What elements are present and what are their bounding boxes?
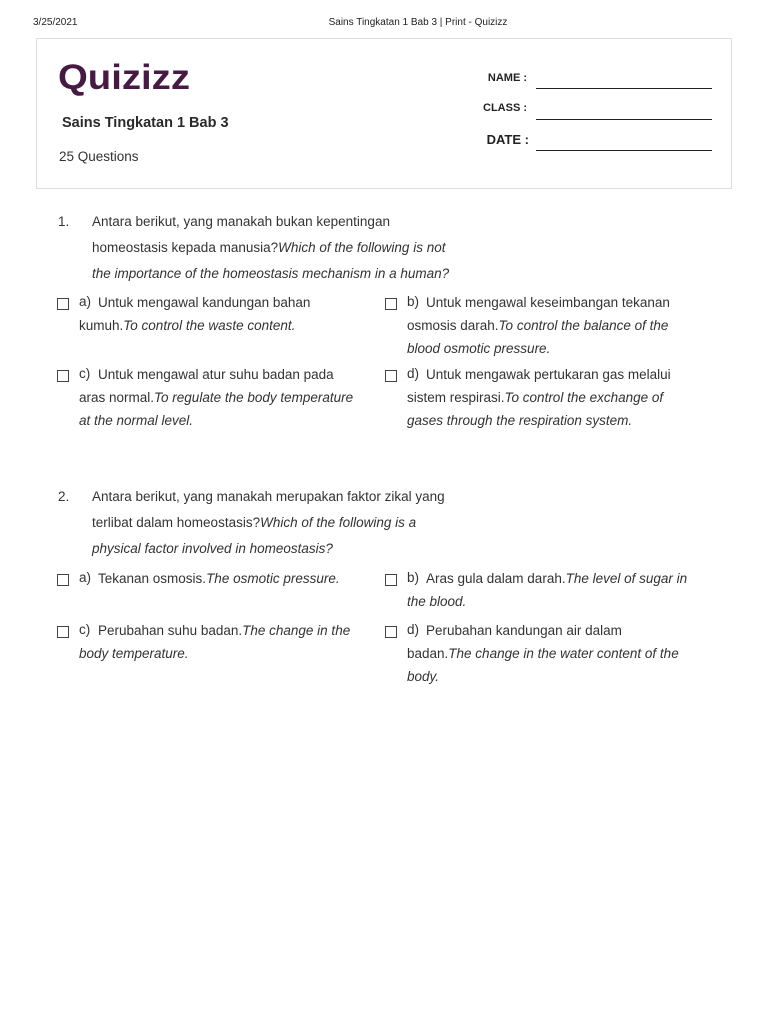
- checkbox[interactable]: [57, 370, 69, 382]
- question-number: 2.: [58, 489, 70, 504]
- print-date: 3/25/2021: [33, 17, 78, 28]
- print-page-title: Sains Tingkatan 1 Bab 3 | Print - Quizizz: [328, 17, 508, 28]
- question-text: Antara berikut, yang manakah bukan kepentingan homeostasis kepada manusia?Which of the following is not the importance of the homeostasis mechanism in a human?: [92, 214, 450, 281]
- option-text: Perubahan suhu badan.The change in the body temperature.: [79, 623, 351, 661]
- option-text: Aras gula dalam darah.The level of sugar in the blood.: [407, 571, 688, 609]
- question-count: 25 Questions: [59, 149, 139, 164]
- date-line: [536, 150, 712, 151]
- checkbox[interactable]: [385, 574, 397, 586]
- option-text: Untuk mengawal keseimbangan tekanan osmosis darah.To control the balance of the blood osmotic pressure.: [407, 295, 670, 356]
- quiz-title: Sains Tingkatan 1 Bab 3: [62, 115, 229, 131]
- option-text: Untuk mengawal kandungan bahan kumuh.To control the waste content.: [79, 295, 311, 333]
- svg-text:Quizizz: Quizizz: [58, 58, 190, 97]
- class-line: [536, 119, 712, 120]
- question-number: 1.: [58, 214, 70, 229]
- question-text: Antara berikut, yang manakah merupakan faktor zikal yang terlibat dalam homeostasis?Which of the following is a physical factor involved in homeostasis?: [92, 489, 445, 556]
- quizizz-logo: [58, 57, 192, 97]
- date-label: DATE :: [486, 132, 529, 147]
- option-text: Untuk mengawak pertukaran gas melalui sistem respirasi.To control the exchange of gases through the respiration system.: [407, 367, 671, 428]
- option-text: Perubahan kandungan air dalam badan.The change in the water content of the body.: [407, 623, 679, 684]
- checkbox[interactable]: [385, 626, 397, 638]
- name-label: NAME :: [487, 72, 527, 84]
- option-text: Tekanan osmosis.The osmotic pressure.: [98, 571, 340, 586]
- quiz-header: [36, 38, 732, 189]
- class-label: CLASS :: [483, 102, 527, 114]
- checkbox[interactable]: [385, 298, 397, 310]
- option-text: Untuk mengawal atur suhu badan pada aras normal.To regulate the body temperature at the normal level.: [79, 367, 354, 428]
- checkbox[interactable]: [385, 370, 397, 382]
- name-line: [536, 88, 712, 89]
- checkbox[interactable]: [57, 574, 69, 586]
- checkbox[interactable]: [57, 626, 69, 638]
- checkbox[interactable]: [57, 298, 69, 310]
